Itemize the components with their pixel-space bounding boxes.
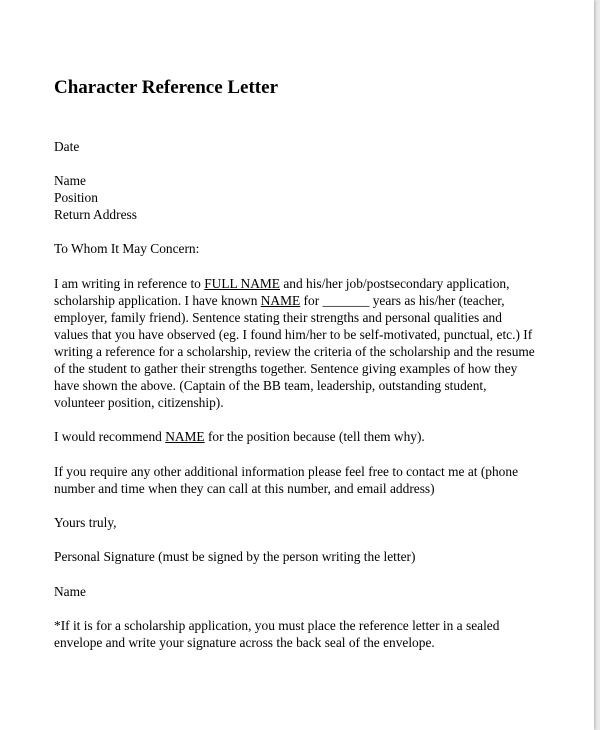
text-run: and his/her job/postsecondary application, (279, 276, 510, 291)
name-placeholder: NAME (260, 293, 301, 308)
contact-line: If you require any other additional information please feel free to contact me at (phone (54, 464, 519, 479)
name-placeholder: NAME (165, 429, 205, 444)
signature-line: Personal Signature (must be signed by the person writing the letter) (54, 549, 416, 564)
paragraph-line: values that you have observed (eg. I found him/her to be self-motivated, punctual, etc.) If (54, 327, 533, 342)
closing: Yours truly, (54, 515, 117, 530)
sender-name-line: Name (54, 173, 86, 188)
text-run: for the position because (tell them why). (204, 429, 425, 444)
return-address-line: Return Address (54, 207, 137, 222)
signer-name: Name (54, 584, 86, 599)
paragraph-line: of the student to gather their strengths together. Sentence giving examples of how they (54, 361, 518, 376)
salutation: To Whom It May Concern: (54, 241, 200, 256)
paragraph-line (54, 275, 509, 292)
contact-line: number and time when they can call at this number, and email address) (54, 481, 435, 496)
paragraph-line: writing a reference for a scholarship, review the criteria of the scholarship and the resume (54, 344, 535, 359)
date-line: Date (54, 139, 80, 154)
text-run: I would recommend (54, 429, 166, 444)
sender-position-line: Position (54, 190, 98, 205)
paragraph-line: employer, family friend). Sentence stating their strengths and personal qualities and (54, 310, 502, 325)
paragraph-line: have shown the above. (Captain of the BB team, leadership, outstanding student, (54, 378, 487, 393)
page-title: Character Reference Letter (54, 77, 279, 98)
text-run: scholarship application. I have known (54, 293, 261, 308)
text-run: I am writing in reference to (54, 276, 205, 291)
recommendation-line (54, 428, 425, 445)
paragraph-line (54, 292, 505, 309)
text-run: for _______ years as his/her (teacher, (300, 293, 505, 308)
full-name-placeholder: FULL NAME (204, 276, 280, 291)
footnote-line: *If it is for a scholarship application, you must place the reference letter in a sealed (54, 618, 500, 633)
footnote-line: envelope and write your signature across the back seal of the envelope. (54, 635, 435, 650)
paragraph-line: volunteer position, citizenship). (54, 395, 224, 410)
